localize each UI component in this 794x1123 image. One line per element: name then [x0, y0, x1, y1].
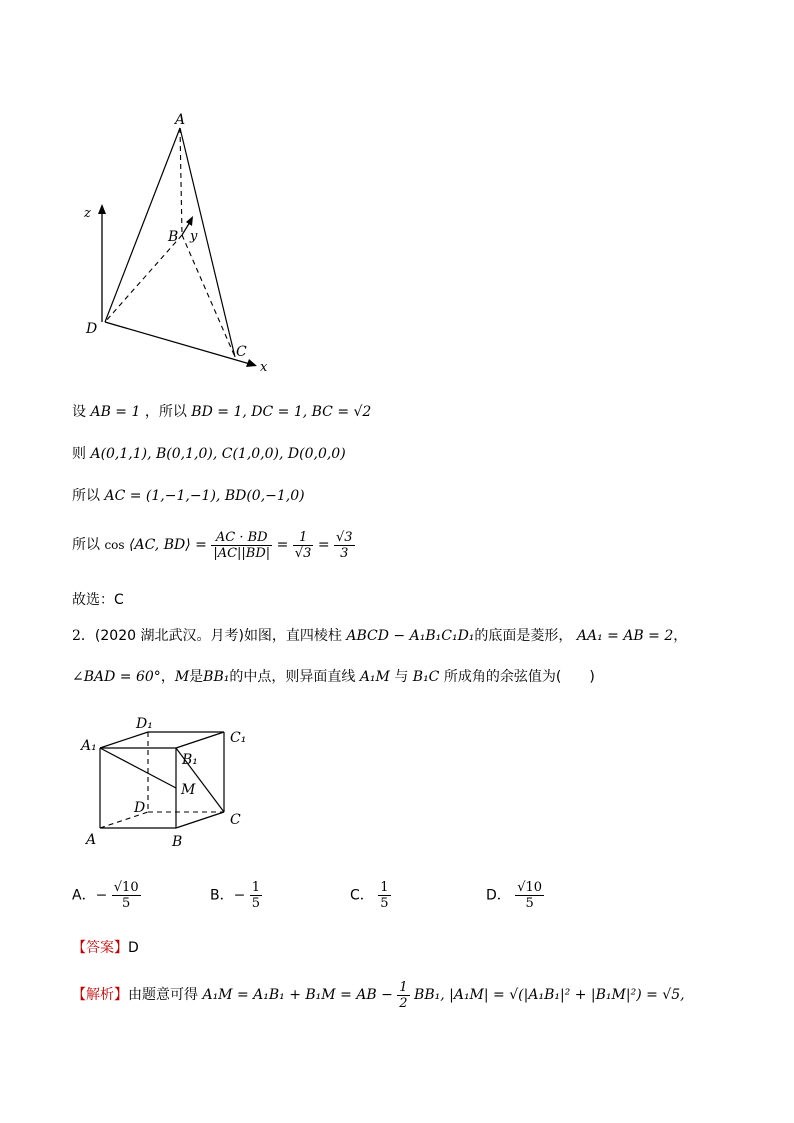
label-C1: C₁: [230, 730, 247, 746]
frac-denominator: 5: [122, 896, 131, 911]
z-axis-arrow: [98, 204, 106, 214]
solution-line-3: [72, 486, 305, 506]
problem-source: (2020 湖北武汉。月考): [94, 628, 244, 644]
edge-BC: [176, 812, 224, 828]
frac-numerator: 1: [399, 979, 408, 995]
problem-text: 的底面是菱形，: [474, 628, 573, 644]
problem-text: 如图，直四棱柱: [243, 628, 342, 644]
analysis-expr-2: BB₁, |A₁M| = √(|A₁B₁|² + |B₁M|²) = √5,: [414, 987, 685, 1003]
angle-expr: ⟨AC, BD⟩ =: [129, 537, 207, 553]
segment-BB1: BB₁: [203, 669, 230, 685]
cos-text: cos: [104, 538, 125, 552]
option-B[interactable]: [210, 880, 262, 911]
sol-text: 设: [72, 404, 86, 420]
segment-A1M: A₁M: [359, 669, 390, 685]
option-fraction: [515, 880, 544, 911]
option-letter: D．: [486, 887, 511, 904]
frac-denominator: 3: [340, 545, 349, 561]
frac-denominator: |AC||BD|: [213, 545, 271, 561]
fraction-root3-over-3: [334, 530, 355, 561]
analysis-text: 由题意可得: [128, 987, 198, 1003]
problem-text: ，: [673, 628, 688, 644]
segment-B1C: B₁C: [412, 669, 440, 685]
answer-value: D: [128, 940, 139, 956]
edge-BD: [105, 235, 182, 322]
sol-math: AB = 1: [90, 404, 141, 420]
half-fraction: [397, 980, 409, 1011]
problem-text: 与: [394, 669, 409, 685]
edge-AC: [180, 128, 235, 357]
answer-line-1: 故选：C: [72, 592, 124, 608]
frac-denominator: 5: [525, 896, 534, 911]
label-D: D: [134, 800, 146, 816]
label-x: x: [260, 360, 268, 375]
edge-BC: [182, 235, 235, 357]
tetrahedron-figure: [80, 110, 280, 375]
problem-text: 的中点，则异面直线: [229, 669, 356, 685]
frac-denominator: 2: [399, 995, 408, 1011]
problem-text: ，: [160, 669, 175, 685]
sol-text: 所以: [72, 488, 100, 504]
y-axis: [182, 222, 190, 235]
option-C[interactable]: [350, 880, 391, 911]
sol-math: BD = 1, DC = 1, BC = √2: [191, 404, 372, 420]
frac-numerator: √10: [517, 880, 543, 895]
option-A[interactable]: [72, 880, 141, 911]
label-A: A: [175, 112, 186, 128]
frac-numerator: 1: [251, 880, 261, 895]
label-B: B: [172, 834, 183, 850]
edge-A1D1: [100, 732, 148, 748]
option-letter: A．: [72, 887, 96, 904]
frac-numerator: 1: [380, 880, 389, 895]
problem2-line-1: [72, 626, 687, 646]
solution-line-1: [72, 402, 371, 422]
label-z: z: [84, 206, 91, 221]
edge-AB: [180, 128, 182, 235]
frac-numerator: AC · BD: [211, 530, 272, 546]
frac-numerator: √3: [336, 529, 353, 545]
analysis2-line: [72, 978, 685, 1012]
prism-name: ABCD − A₁B₁C₁D₁: [346, 628, 475, 644]
frac-denominator: 5: [251, 896, 261, 911]
option-letter: C．: [350, 887, 374, 904]
problem-number: 2．: [72, 628, 95, 644]
frac-numerator: 1: [293, 530, 314, 546]
condition-2: ∠BAD = 60°: [72, 669, 161, 685]
answer-label: 【答案】: [72, 940, 128, 956]
label-A1: A₁: [81, 738, 97, 754]
sol-math: A(0,1,1), B(0,1,0), C(1,0,0), D(0,0,0): [90, 446, 346, 462]
equals-sign: =: [317, 537, 330, 553]
label-A: A: [86, 832, 97, 848]
point-M: M: [174, 669, 190, 685]
label-C: C: [230, 812, 241, 828]
sol-text: 则: [72, 446, 86, 462]
option-fraction: [378, 880, 390, 911]
option-fraction: [250, 880, 262, 911]
solution-line-4: [72, 528, 355, 562]
option-fraction: [112, 880, 141, 911]
label-B: B: [168, 229, 179, 245]
fraction-one-over-root3: [293, 530, 314, 561]
problem-text: 是: [189, 669, 204, 685]
option-sign: −: [95, 887, 108, 904]
option-D[interactable]: [486, 880, 544, 911]
label-B1: B₁: [182, 752, 198, 768]
fraction-dot-over-norms: [211, 530, 272, 561]
option-letter: B．: [210, 887, 234, 904]
condition-1: AA₁ = AB = 2: [576, 628, 674, 644]
label-y: y: [190, 229, 198, 244]
edge-AD: [105, 128, 180, 322]
segment-A1M: [100, 748, 176, 788]
problem2-line-2: [72, 667, 595, 687]
problem-text: 所成角的余弦值为( ): [443, 669, 595, 685]
y-axis-arrow: [186, 216, 193, 226]
x-axis-arrow: [246, 359, 257, 367]
sol-text: ，所以: [144, 404, 187, 420]
label-M: M: [181, 782, 196, 798]
frac-denominator: 5: [380, 896, 389, 911]
sol-math: AC = (1,−1,−1), BD(0,−1,0): [104, 488, 305, 504]
answer2-line: [72, 938, 139, 958]
analysis-expr-1: A₁M = A₁B₁ + B₁M = AB −: [202, 987, 393, 1003]
label-D: D: [86, 321, 98, 337]
sol-text: 所以: [72, 537, 100, 553]
equals-sign: =: [276, 537, 289, 553]
frac-numerator: √10: [113, 880, 139, 895]
solution-line-2: [72, 444, 346, 464]
analysis-label: 【解析】: [72, 987, 128, 1003]
prism-figure: [78, 708, 258, 850]
option-sign: −: [233, 887, 246, 904]
label-C: C: [236, 344, 247, 360]
frac-denominator: √3: [294, 545, 312, 561]
label-D1: D₁: [136, 716, 153, 732]
edge-B1C1: [176, 732, 224, 748]
